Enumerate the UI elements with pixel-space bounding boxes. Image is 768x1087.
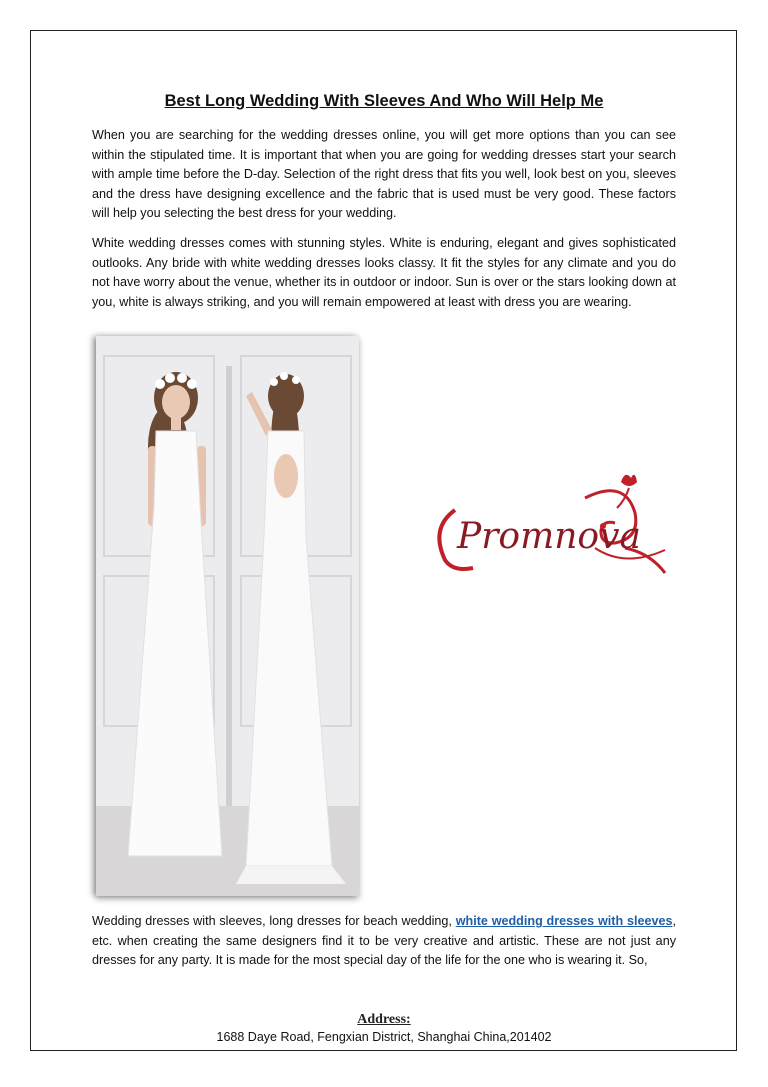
document-title: Best Long Wedding With Sleeves And Who Will Help Me xyxy=(164,92,604,110)
paragraph-intro: When you are searching for the wedding dresses online, you will get more options than you can see within the stipulated time. It is important that when you are going for wedding dresses start your search with ample time before the D-day. Selection of the right dress that fits you well, look best on you, sleeves and the dress have designing excellence and the fabric that is used must be very good. These factors will help you selecting the best dress for your wedding. xyxy=(92,128,676,220)
paragraph-sleeves-lead: Wedding dresses with sleeves, long dresses for beach wedding, xyxy=(92,914,456,928)
logo-text: Promnova xyxy=(457,516,641,557)
paragraph-sleeves xyxy=(92,912,676,971)
paragraph-white-dresses: White wedding dresses comes with stunning styles. White is enduring, elegant and gives sophisticated outlooks. Any bride with white wedding dresses looks classy. It fit the styles for any climate and you do not have worry about the venue, whether its in outdoor or indoor. Sun is over or the stars looking down at you, white is always striking, and you will remain empowered at least with dress you are wearing. xyxy=(92,236,676,309)
paragraph-sleeves-rest: , etc. when creating the same designers find it to be very creative and artistic. These are not just any dresses for any party. It is made for the most special day of the life for the one who is wearing it. So, xyxy=(92,914,676,967)
wedding-dress-photo xyxy=(96,336,359,896)
footer-address-label: Address: xyxy=(357,1012,411,1027)
white-dresses-sleeves-link[interactable]: white wedding dresses with sleeves xyxy=(455,914,673,928)
footer-address: 1688 Daye Road, Fengxian District, Shanghai China,201402 xyxy=(216,1030,552,1044)
promnova-logo xyxy=(425,468,675,578)
